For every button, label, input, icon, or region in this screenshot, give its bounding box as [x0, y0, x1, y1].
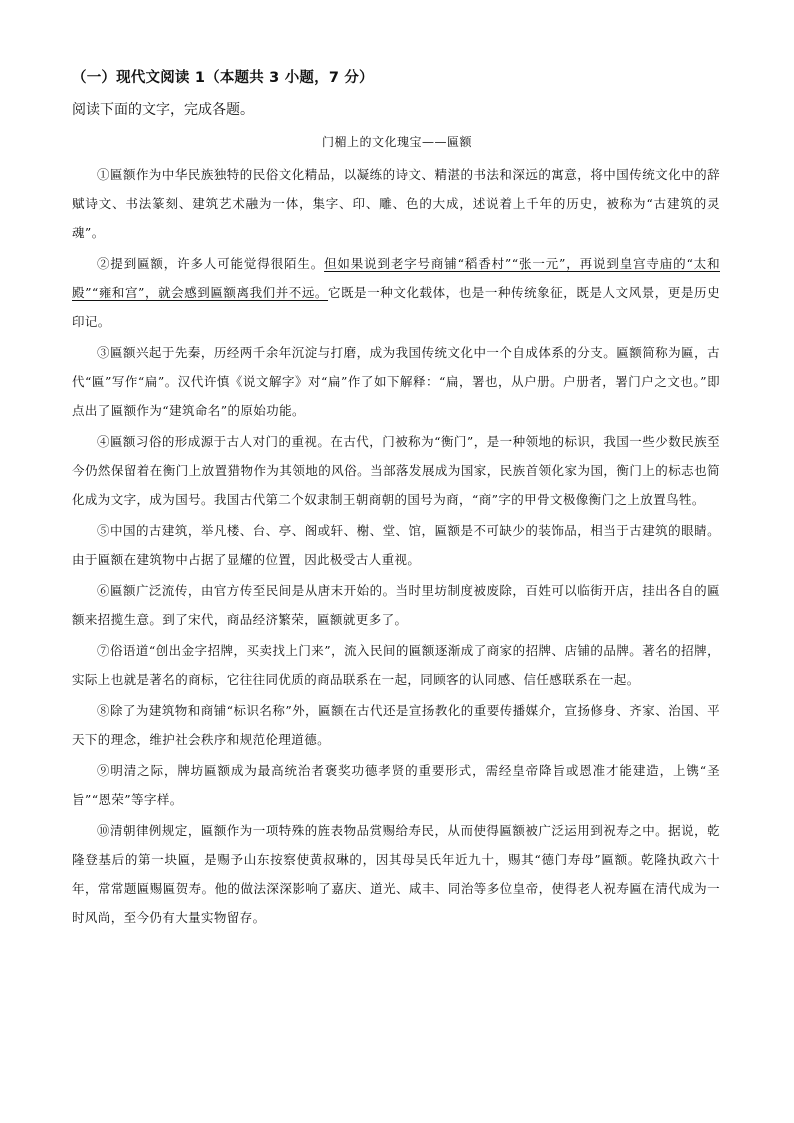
paragraph-8: ⑧除了为建筑物和商铺“标识名称”外，匾额在古代还是宣扬教化的重要传播媒介，宣扬修身、齐家、治国、平天下的理念，维护社会秩序和规范伦理道德。 [72, 703, 720, 747]
section-heading: （一）现代文阅读 1（本题共 3 小题，7 分） [72, 70, 374, 86]
underlined-sentence: 但如果说到老字号商铺“稻香村”“张一元”，再说到皇宫寺庙的“太和殿”“雍和宫”，就会感到匾额离我们并不远。 [72, 256, 720, 300]
paragraph-7: ⑦俗语道“创出金字招牌，买卖找上门来”，流入民间的匾额逐渐成了商家的招牌、店铺的品牌。著名的招牌，实际上也就是著名的商标，它往往同优质的商品联系在一起，同顾客的认同感、信任感联系在一起。 [72, 643, 720, 687]
paragraph-9: ⑨明清之际，牌坊匾额成为最高统治者褒奖功德孝贤的重要形式，需经皇帝降旨或恩准才能建造，上镌“圣旨”“恩荣”等字样。 [72, 763, 720, 807]
paragraph-2-lead: ②提到匾额，许多人可能觉得很陌生。 [97, 256, 325, 271]
paragraph-6: ⑥匾额广泛流传，由官方传至民间是从唐末开始的。当时里坊制度被废除，百姓可以临街开店，挂出各自的匾额来招揽生意。到了宋代，商品经济繁荣，匾额就更多了。 [72, 583, 720, 627]
article-title: 门楣上的文化瑰宝——匾额 [321, 135, 472, 149]
paragraph-2 [72, 249, 720, 336]
reading-instruction: 阅读下面的文字，完成各题。 [72, 102, 254, 118]
paragraph-2-tail: 它既是一种文化载体，也是一种传统象征，既是人文风景，更是历史印记。 [72, 285, 720, 329]
paragraph-5: ⑤中国的古建筑，举凡楼、台、亭、阁或轩、榭、堂、馆，匾额是不可缺少的装饰品，相当于古建筑的眼睛。由于匾额在建筑物中占据了显耀的位置，因此极受古人重视。 [72, 523, 720, 567]
paragraph-10: ⑩清朝律例规定，匾额作为一项特殊的旌表物品赏赐给寿民，从而使得匾额被广泛运用到祝寿之中。据说，乾隆登基后的第一块匾，是赐予山东按察使黄叔琳的，因其母吴氏年近九十，赐其“德门寿母”匾额。乾隆执政六十年，常常题匾赐匾贺寿。他的做法深深影响了嘉庆、道光、咸丰、同治等多位皇帝，使得老人祝寿匾在清代成为一时风尚，至今仍有大量实物留存。 [72, 823, 720, 925]
paragraph-1: ①匾额作为中华民族独特的民俗文化精品，以凝练的诗文、精湛的书法和深远的寓意，将中国传统文化中的辞赋诗文、书法篆刻、建筑艺术融为一体，集字、印、雕、色的大成，述说着上千年的历史，被称为“古建筑的灵魂”。 [72, 167, 720, 240]
paragraph-4: ④匾额习俗的形成源于古人对门的重视。在古代，门被称为“衡门”，是一种领地的标识，我国一些少数民族至今仍然保留着在衡门上放置猎物作为其领地的风俗。当部落发展成为国家，民族首领化家为国，衡门上的标志也简化成为文字，成为国号。我国古代第二个奴隶制王朝商朝的国号为商，“商”字的甲骨文极像衡门之上放置鸟牲。 [72, 434, 720, 507]
article-body [72, 160, 720, 934]
paragraph-3: ③匾额兴起于先秦，历经两千余年沉淀与打磨，成为我国传统文化中一个自成体系的分支。匾额简称为匾，古代“匾”写作“扁”。汉代许慎《说文解字》对“扁”作了如下解释：“扁，署也，从户册。户册者，署门户之文也。”即点出了匾额作为“建筑命名”的原始功能。 [72, 345, 720, 418]
